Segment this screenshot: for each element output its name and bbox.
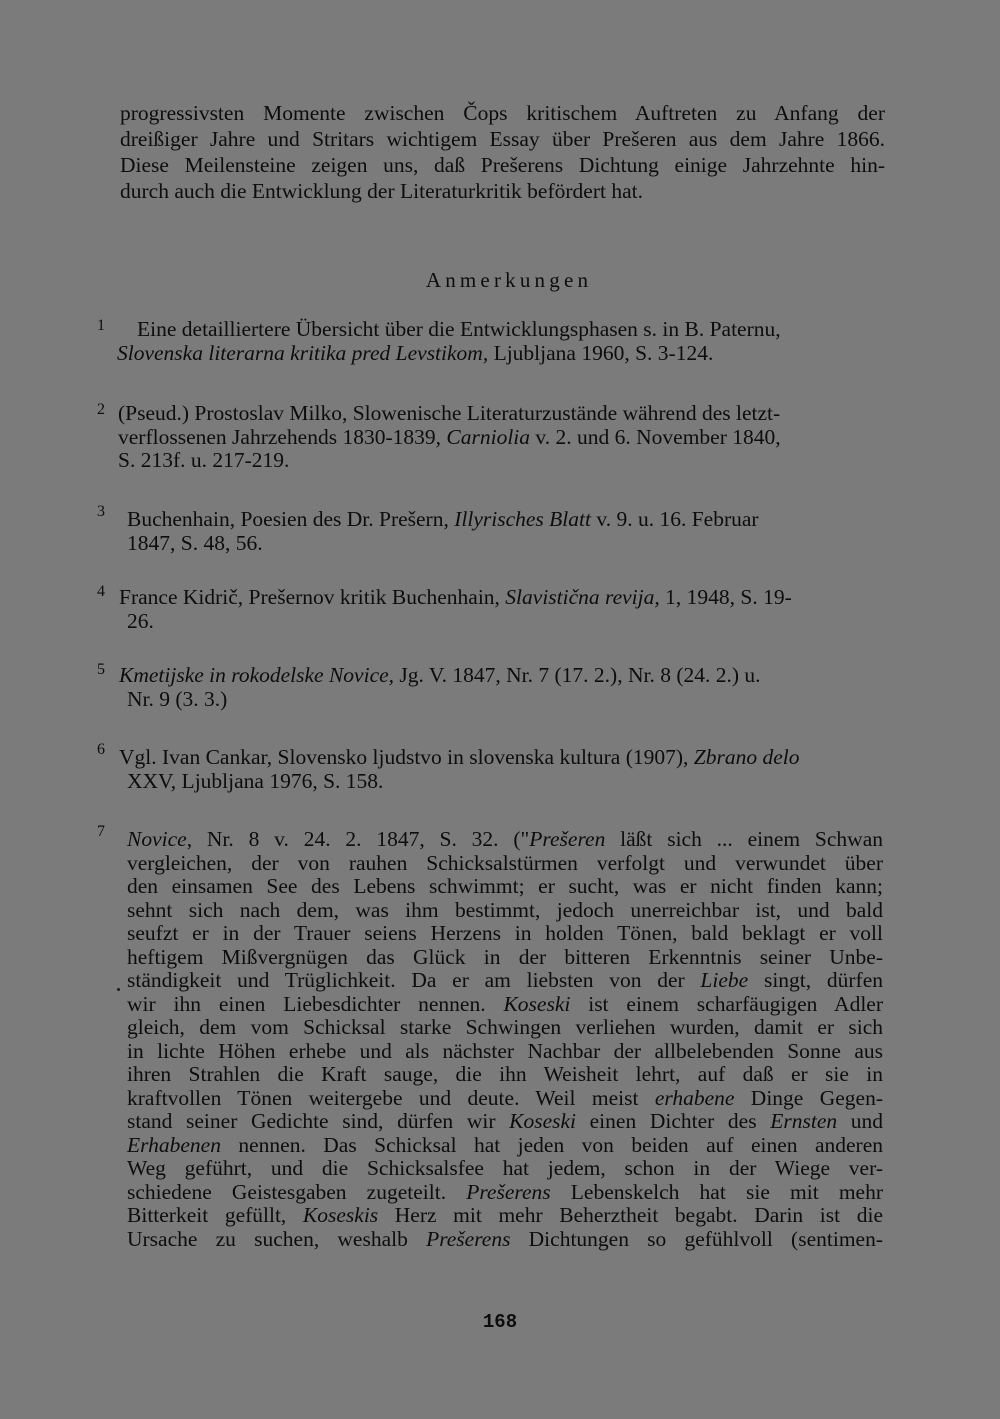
- intro-line: dreißiger Jahre und Stritars wichtigem Essay über Prešeren aus dem Jahre 1866.: [120, 127, 885, 151]
- footnote-5: [97, 661, 887, 711]
- footnote-text: Herz mit mehr Beherztheit begabt. Darin ist die: [378, 1203, 883, 1227]
- scan-speck: [117, 988, 120, 991]
- footnote-line: [127, 1110, 883, 1134]
- footnote-text: kraftvollen Tönen weitergebe und deute. Weil meist: [127, 1085, 655, 1110]
- footnote-line: [127, 508, 887, 532]
- footnote-line: (Pseud.) Prostoslav Milko, Slowenische Literaturzustände während des letzt-: [118, 401, 781, 425]
- footnote-text: Dinge Gegen-: [734, 1085, 883, 1110]
- footnote-line: [127, 828, 883, 852]
- emphasis-text: Novice: [127, 827, 187, 851]
- footnote-line: 26.: [127, 608, 154, 633]
- footnote-6: [97, 741, 887, 793]
- footnote-text: schiedene Geistesgaben zugeteilt.: [127, 1179, 467, 1204]
- footnote-text: verflossenen Jahrzehends 1830-1839,: [118, 424, 447, 449]
- footnote-text: wir ihn einen Liebesdichter nennen.: [127, 991, 504, 1016]
- intro-line: progressivsten Momente zwischen Čops kritischem Auftreten zu Anfang der: [120, 101, 885, 125]
- footnote-line: S. 213f. u. 217-219.: [118, 448, 290, 472]
- emphasis-text: Liebe: [700, 968, 749, 992]
- page-number: 168: [482, 1311, 518, 1333]
- footnote-number: 6: [97, 741, 105, 758]
- footnote-line: Eine detailliertere Übersicht über die Entwicklungsphasen s. in B. Paternu,: [137, 317, 781, 341]
- intro-line: Diese Meilensteine zeigen uns, daß Prešerens Dichtung einige Jahrzehnte hin-: [120, 153, 885, 177]
- footnote-line: XXV, Ljubljana 1976, S. 158.: [127, 768, 384, 793]
- emphasis-text: Prešerens: [426, 1226, 511, 1251]
- notes-heading: Anmerkungen: [425, 268, 593, 292]
- footnote-text: singt, dürfen: [748, 968, 883, 992]
- footnote-text: Weg geführt, und die Schicksalsfee hat jedem, schon in der Wiege ver-: [127, 1156, 883, 1180]
- footnote-text: nennen. Das Schicksal hat jeden von beiden auf einen anderen: [220, 1132, 883, 1157]
- emphasis-text: Koseski: [509, 1109, 576, 1133]
- footnote-line: [127, 1157, 883, 1181]
- footnote-text: , Nr. 8 v. 24. 2. 1847, S. 32. (": [186, 827, 530, 851]
- footnote-line: [119, 746, 887, 770]
- footnote-text: Jg. V. 1847, Nr. 7 (17. 2.), Nr. 8 (24. 2.) u.: [394, 663, 761, 687]
- footnote-number: 5: [97, 661, 105, 678]
- footnote-text: heftigem Mißvergnügen das Glück in der bitteren Erkenntnis seiner Unbe-: [127, 944, 883, 969]
- footnote-text: sehnt sich nach dem, was ihm bestimmt, jedoch unerreichbar ist, und bald: [127, 897, 883, 922]
- work-title: Zbrano delo: [693, 745, 800, 769]
- footnote-text: seufzt er in der Trauer seiens Herzens in holden Tönen, bald beklagt er voll: [127, 921, 883, 945]
- footnote-number: 1: [97, 317, 105, 334]
- footnote-text: den einsamen See des Lebens schwimmt; er sucht, was er nicht finden kann;: [127, 874, 883, 898]
- intro-paragraph: [120, 100, 885, 204]
- footnote-line: [127, 1204, 883, 1228]
- footnote-line: [127, 1228, 883, 1252]
- footnote-line: [127, 1063, 883, 1087]
- footnote-line: [117, 342, 887, 366]
- work-title: Carniolia: [446, 424, 531, 449]
- footnote-1: [97, 318, 887, 365]
- footnote-line: [119, 664, 887, 688]
- footnote-text: Ursache zu suchen, weshalb: [127, 1226, 427, 1251]
- footnote-line: [127, 1181, 883, 1205]
- footnote-line: Nr. 9 (3. 3.): [127, 686, 228, 711]
- footnote-7: [97, 823, 887, 1251]
- footnote-line: [127, 1087, 883, 1111]
- footnote-line: [119, 586, 887, 610]
- footnote-line: [127, 1040, 883, 1064]
- footnote-2: [97, 402, 887, 473]
- footnote-number: 7: [97, 823, 105, 840]
- work-title: Slavistična revija,: [505, 585, 660, 609]
- emphasis-text: Koseskis: [302, 1203, 379, 1227]
- footnote-line: [127, 852, 883, 876]
- footnote-number: 4: [97, 583, 105, 600]
- footnote-3: [97, 503, 887, 555]
- footnote-line: [127, 899, 883, 923]
- footnote-text: Lebenskelch hat sie mit mehr: [550, 1179, 883, 1204]
- emphasis-text: erhabene: [654, 1085, 735, 1110]
- intro-line: durch auch die Entwicklung der Literaturkritik befördert hat.: [120, 179, 643, 203]
- footnote-line: [127, 1134, 883, 1158]
- footnote-text: France Kidrič, Prešernov kritik Buchenhain,: [119, 585, 506, 609]
- footnote-text: einen Dichter des: [576, 1109, 771, 1133]
- footnote-text: ständigkeit und Trüglichkeit. Da er am liebsten von der: [127, 968, 701, 992]
- footnote-text: 1, 1948, S. 19-: [659, 585, 792, 609]
- footnote-line: [127, 969, 883, 993]
- emphasis-text: Koseski: [503, 991, 571, 1016]
- footnote-line: [118, 426, 887, 450]
- footnote-text: in lichte Höhen erhebe und als nächster Nachbar der allbelebenden Sonne aus: [127, 1038, 883, 1063]
- footnote-line: [127, 946, 883, 970]
- footnote-text: ihren Strahlen die Kraft sauge, die ihn Weisheit lehrt, auf daß er sie in: [127, 1062, 883, 1086]
- footnote-text: v. 9. u. 16. Februar: [590, 507, 759, 531]
- footnote-text: stand seiner Gedichte sind, dürfen wir: [127, 1109, 510, 1133]
- footnote-line: [127, 875, 883, 899]
- footnote-text: Bitterkeit gefüllt,: [127, 1203, 303, 1227]
- footnote-text: Buchenhain, Poesien des Dr. Prešern,: [127, 507, 455, 531]
- footnote-text: Vgl. Ivan Cankar, Slovensko ljudstvo in slovenska kultura (1907),: [119, 745, 694, 769]
- footnote-text: gleich, dem vom Schicksal starke Schwingen verliehen wurden, damit er sich: [127, 1015, 883, 1039]
- emphasis-text: Prešeren: [529, 827, 606, 851]
- footnote-number: 2: [97, 401, 105, 418]
- footnote-line: [127, 993, 883, 1017]
- footnote-number: 3: [97, 503, 105, 520]
- footnote-line: [127, 922, 883, 946]
- footnote-text: vergleichen, der von rauhen Schicksalstürmen verfolgt und verwundet über: [127, 850, 883, 875]
- footnote-text: und: [837, 1109, 884, 1133]
- footnote-text: Dichtungen so gefühlvoll (sentimen-: [510, 1226, 883, 1251]
- footnote-text: Ljubljana 1960, S. 3-124.: [488, 340, 714, 365]
- emphasis-text: Prešerens: [466, 1179, 551, 1204]
- footnote-text: ist einem scharfäugigen Adler: [570, 991, 883, 1016]
- work-title: Slovenska literarna kritika pred Levstikom,: [117, 340, 489, 365]
- footnote-text: v. 2. und 6. November 1840,: [530, 424, 781, 449]
- work-title: Illyrisches Blatt: [454, 507, 591, 531]
- emphasis-text: Erhabenen: [127, 1132, 221, 1157]
- footnote-text: läßt sich ... einem Schwan: [605, 827, 884, 851]
- footnote-4: [97, 583, 887, 633]
- work-title: Kmetijske in rokodelske Novice,: [119, 663, 395, 687]
- footnote-line: 1847, S. 48, 56.: [127, 530, 263, 555]
- emphasis-text: Ernsten: [770, 1109, 838, 1133]
- footnote-body: [127, 828, 883, 1251]
- footnote-line: [127, 1016, 883, 1040]
